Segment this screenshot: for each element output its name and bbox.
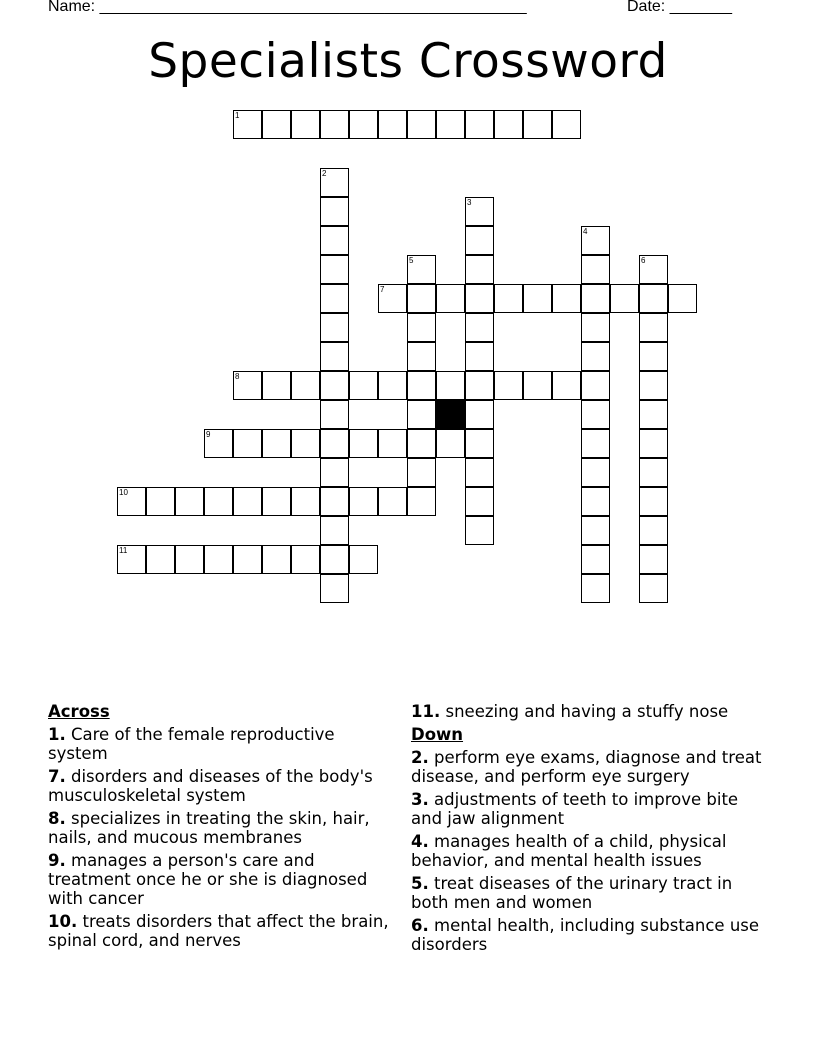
crossword-cell[interactable] [436, 110, 465, 139]
crossword-cell[interactable] [639, 516, 668, 545]
crossword-cell[interactable] [639, 400, 668, 429]
clue-number-label: 10 [119, 488, 128, 497]
clue-text: treats disorders that affect the brain, spinal cord, and nerves [48, 912, 389, 950]
across-heading: Across [48, 702, 110, 721]
crossword-cell[interactable] [407, 429, 436, 458]
clue-number-label: 6 [641, 256, 646, 265]
clue-number-label: 7 [380, 285, 385, 294]
crossword-cell[interactable] [552, 110, 581, 139]
crossword-cell[interactable] [639, 545, 668, 574]
crossword-cell[interactable] [233, 429, 262, 458]
crossword-cell[interactable] [465, 516, 494, 545]
clue-number-label: 11 [119, 546, 128, 555]
clue-number-label: 3 [467, 198, 472, 207]
crossword-cell[interactable] [175, 487, 204, 516]
clue-number-label: 8 [235, 372, 240, 381]
crossword-cell[interactable] [291, 110, 320, 139]
across-clue-9 [48, 851, 398, 908]
crossword-cell[interactable] [610, 284, 639, 313]
crossword-cell[interactable] [494, 371, 523, 400]
crossword-cell[interactable] [320, 110, 349, 139]
across-clue-11 [411, 702, 771, 721]
crossword-cell[interactable] [320, 371, 349, 400]
across-clue-8 [48, 809, 398, 847]
crossword-cell[interactable] [233, 487, 262, 516]
clue-number: 2. [411, 748, 429, 767]
crossword-cell[interactable] [668, 284, 697, 313]
crossword-cell[interactable] [465, 400, 494, 429]
clues-column-left [48, 702, 398, 954]
crossword-cell[interactable] [465, 255, 494, 284]
crossword-cell[interactable] [581, 342, 610, 371]
crossword-cell[interactable] [581, 458, 610, 487]
clue-text: Care of the female reproductive system [48, 725, 335, 763]
crossword-cell[interactable] [581, 371, 610, 400]
crossword-cell[interactable] [523, 110, 552, 139]
clue-text: adjustments of teeth to improve bite and jaw alignment [411, 790, 739, 828]
crossword-cell[interactable] [407, 400, 436, 429]
clue-number: 6. [411, 916, 429, 935]
down-clue-2 [411, 748, 771, 786]
crossword-cell[interactable] [552, 371, 581, 400]
crossword-cell[interactable] [146, 487, 175, 516]
clue-number: 10. [48, 912, 78, 931]
down-clue-6 [411, 916, 771, 954]
clue-number: 7. [48, 767, 66, 786]
crossword-cell[interactable] [465, 458, 494, 487]
down-clue-5 [411, 874, 771, 912]
crossword-cell[interactable] [291, 487, 320, 516]
crossword-cell[interactable] [581, 313, 610, 342]
down-heading: Down [411, 725, 464, 744]
clues-column-right [411, 702, 771, 958]
across-clue-7 [48, 767, 398, 805]
crossword-cell[interactable] [581, 429, 610, 458]
page-title: Specialists Crossword [148, 34, 668, 89]
crossword-cell[interactable] [465, 487, 494, 516]
crossword-cell[interactable] [378, 110, 407, 139]
crossword-cell[interactable] [581, 255, 610, 284]
crossword-cell[interactable] [291, 429, 320, 458]
clue-text: disorders and diseases of the body's musculoskeletal system [48, 767, 373, 805]
crossword-cell[interactable] [320, 487, 349, 516]
crossword-cell[interactable] [465, 313, 494, 342]
crossword-cell[interactable] [581, 545, 610, 574]
across-clue-10 [48, 912, 398, 950]
crossword-cell[interactable] [581, 487, 610, 516]
clue-text: manages health of a child, physical behavior, and mental health issues [411, 832, 727, 870]
clue-number: 3. [411, 790, 429, 809]
clue-number: 9. [48, 851, 66, 870]
crossword-cell[interactable] [349, 545, 378, 574]
crossword-cell[interactable] [436, 284, 465, 313]
crossword-cell[interactable] [204, 487, 233, 516]
crossword-cell[interactable] [494, 284, 523, 313]
crossword-cell[interactable] [320, 516, 349, 545]
crossword-cell[interactable] [581, 516, 610, 545]
crossword-cell[interactable] [465, 226, 494, 255]
crossword-cell[interactable] [262, 371, 291, 400]
crossword-cell[interactable] [262, 110, 291, 139]
crossword-cell[interactable] [320, 429, 349, 458]
crossword-cell[interactable] [581, 574, 610, 603]
clue-number-label: 1 [235, 111, 240, 120]
clue-number: 4. [411, 832, 429, 851]
clue-number-label: 4 [583, 227, 588, 236]
crossword-cell[interactable] [639, 342, 668, 371]
crossword-cell[interactable] [320, 226, 349, 255]
crossword-cell[interactable] [320, 255, 349, 284]
date-field-label: Date: _______ [627, 0, 732, 15]
crossword-cell[interactable] [407, 487, 436, 516]
clue-text: mental health, including substance use disorders [411, 916, 760, 954]
crossword-cell[interactable] [320, 400, 349, 429]
crossword-cell[interactable] [378, 371, 407, 400]
crossword-cell[interactable] [320, 342, 349, 371]
down-clue-4 [411, 832, 771, 870]
crossword-cell[interactable] [639, 429, 668, 458]
name-field-label: Name: ________________________________________________ [48, 0, 527, 15]
crossword-cell[interactable] [407, 284, 436, 313]
crossword-cell[interactable] [320, 458, 349, 487]
crossword-cell[interactable] [523, 284, 552, 313]
crossword-cell[interactable] [262, 487, 291, 516]
crossword-cell[interactable] [639, 458, 668, 487]
crossword-cell[interactable] [523, 371, 552, 400]
crossword-cell[interactable] [465, 110, 494, 139]
crossword-cell[interactable] [436, 429, 465, 458]
crossword-cell[interactable] [465, 284, 494, 313]
crossword-cell[interactable] [320, 574, 349, 603]
across-clue-1 [48, 725, 398, 763]
crossword-cell[interactable] [407, 313, 436, 342]
clue-number: 5. [411, 874, 429, 893]
crossword-cell[interactable] [465, 342, 494, 371]
crossword-cell[interactable] [494, 110, 523, 139]
crossword-cell[interactable] [407, 458, 436, 487]
crossword-cell[interactable] [581, 284, 610, 313]
crossword-cell[interactable] [262, 429, 291, 458]
clue-number: 8. [48, 809, 66, 828]
crossword-cell[interactable] [378, 429, 407, 458]
crossword-cell[interactable] [349, 429, 378, 458]
crossword-cell[interactable] [320, 313, 349, 342]
crossword-cell[interactable] [320, 545, 349, 574]
crossword-cell[interactable] [204, 545, 233, 574]
clue-number-label: 2 [322, 169, 327, 178]
crossword-cell[interactable] [639, 371, 668, 400]
crossword-cell[interactable] [146, 545, 175, 574]
crossword-cell[interactable] [407, 110, 436, 139]
down-clue-3 [411, 790, 771, 828]
crossword-cell[interactable] [175, 545, 204, 574]
crossword-cell[interactable] [349, 110, 378, 139]
crossword-cell[interactable] [465, 371, 494, 400]
clue-number: 11. [411, 702, 441, 721]
crossword-cell[interactable] [378, 487, 407, 516]
crossword-cell[interactable] [407, 342, 436, 371]
clue-number-label: 9 [206, 430, 211, 439]
crossword-cell[interactable] [349, 371, 378, 400]
crossword-cell[interactable] [639, 487, 668, 516]
crossword-cell[interactable] [639, 313, 668, 342]
crossword-cell[interactable] [639, 574, 668, 603]
crossword-cell[interactable] [465, 429, 494, 458]
crossword-cell[interactable] [436, 371, 465, 400]
crossword-cell[interactable] [291, 371, 320, 400]
clue-number: 1. [48, 725, 66, 744]
clue-number-label: 5 [409, 256, 414, 265]
crossword-cell[interactable] [639, 284, 668, 313]
crossword-cell[interactable] [407, 371, 436, 400]
crossword-cell[interactable] [262, 545, 291, 574]
crossword-cell[interactable] [349, 487, 378, 516]
crossword-cell[interactable] [581, 400, 610, 429]
crossword-cell[interactable] [291, 545, 320, 574]
crossword-cell[interactable] [320, 284, 349, 313]
clue-text: manages a person's care and treatment once he or she is diagnosed with cancer [48, 851, 368, 908]
crossword-cell[interactable] [233, 545, 262, 574]
clue-text: treat diseases of the urinary tract in both men and women [411, 874, 733, 912]
clue-text: perform eye exams, diagnose and treat disease, and perform eye surgery [411, 748, 762, 786]
crossword-cell[interactable] [552, 284, 581, 313]
black-cell [436, 400, 465, 429]
clue-text: specializes in treating the skin, hair, nails, and mucous membranes [48, 809, 370, 847]
crossword-cell[interactable] [320, 197, 349, 226]
clue-text: sneezing and having a stuffy nose [445, 702, 729, 721]
